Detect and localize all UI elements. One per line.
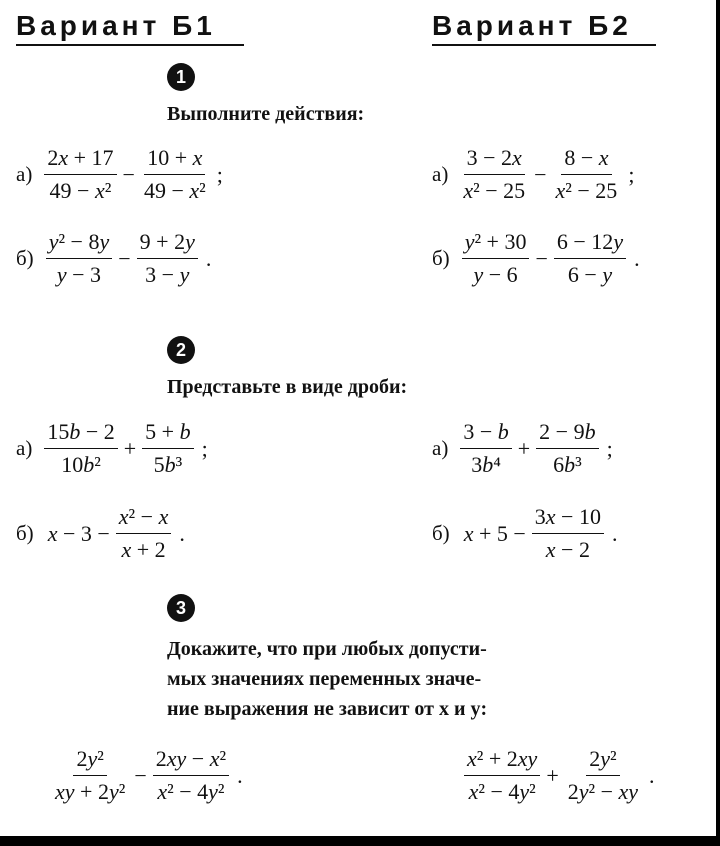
punctuation: . — [179, 520, 185, 546]
denominator: y − 3 — [56, 262, 102, 287]
fraction-2 — [553, 144, 621, 205]
numerator: 10 + x — [144, 144, 205, 175]
task-1a-variant-1 — [16, 144, 223, 205]
item-label: а) — [432, 436, 449, 460]
punctuation: ; — [201, 435, 208, 461]
item-label: б) — [16, 521, 34, 545]
numerator: y² − 8y — [46, 228, 113, 259]
task-2-number-badge: 2 — [167, 336, 195, 364]
operator: + — [517, 435, 531, 461]
task-1b-variant-2 — [432, 228, 640, 289]
fraction-1 — [52, 745, 128, 806]
item-label: а) — [16, 162, 33, 186]
denominator: 3b⁴ — [471, 452, 501, 477]
instruction-line: Докажите, что при любых допусти- — [167, 638, 487, 660]
task-2-instruction: Представьте в виде дроби: — [167, 376, 408, 398]
punctuation: . — [205, 245, 212, 271]
task-2b-variant-1 — [16, 503, 185, 564]
item-label: б) — [432, 521, 450, 545]
task-2a-variant-2 — [432, 418, 613, 479]
denominator: 2y² − xy — [567, 779, 639, 804]
instruction-line: ние выражения не зависит от x и y: — [167, 698, 488, 720]
numerator: 6 − 12y — [554, 228, 626, 259]
item-label: б) — [16, 246, 34, 270]
variant-b1-header: Вариант Б1 — [16, 10, 244, 46]
punctuation: ; — [628, 161, 635, 187]
denominator: x − 2 — [545, 537, 590, 562]
numerator: 9 + 2y — [137, 228, 198, 259]
fraction-1 — [44, 144, 116, 205]
expression-prefix: x + 5 − — [463, 520, 526, 546]
operator: − — [118, 245, 131, 271]
denominator: 6 − y — [567, 262, 613, 287]
numerator: 3x − 10 — [532, 503, 604, 534]
task-3-instruction — [167, 634, 487, 724]
expression-prefix: x − 3 − — [47, 520, 110, 546]
item-label: б) — [432, 246, 450, 270]
denominator: x + 2 — [121, 537, 166, 562]
fraction-2 — [565, 745, 641, 806]
variant-b2-header: Вариант Б2 — [432, 10, 656, 46]
task-2b-variant-2 — [432, 503, 617, 564]
task-1a-variant-2 — [432, 144, 634, 205]
punctuation: . — [611, 520, 618, 546]
task-3-variant-2 — [462, 745, 655, 806]
operator: + — [123, 435, 137, 461]
denominator: 49 − x² — [143, 178, 206, 203]
denominator: 49 − x² — [49, 178, 112, 203]
numerator: 2xy − x² — [153, 745, 229, 776]
numerator: 2x + 17 — [44, 144, 116, 175]
punctuation: . — [649, 762, 655, 788]
numerator: y² + 30 — [462, 228, 530, 259]
numerator: x² − x — [116, 503, 172, 534]
operator: + — [546, 762, 559, 788]
numerator: 15b − 2 — [44, 418, 117, 449]
fraction-1 — [460, 144, 528, 205]
denominator: x² − 25 — [555, 178, 618, 203]
denominator: 5b³ — [153, 452, 183, 477]
numerator: 8 − x — [561, 144, 611, 175]
fraction-1 — [464, 745, 540, 806]
fraction — [116, 503, 172, 564]
fraction-1 — [460, 418, 511, 479]
punctuation: . — [237, 762, 243, 788]
denominator: xy + 2y² — [55, 779, 126, 804]
numerator: 2y² — [73, 745, 106, 776]
numerator: 2 − 9b — [536, 418, 598, 449]
operator: − — [534, 161, 547, 187]
fraction-2 — [536, 418, 598, 479]
denominator: x² − 4y² — [157, 779, 225, 804]
numerator: 3 − 2x — [464, 144, 525, 175]
task-1b-variant-1 — [16, 228, 211, 289]
numerator: x² + 2xy — [464, 745, 540, 776]
fraction — [532, 503, 604, 564]
task-3-variant-1 — [50, 745, 243, 806]
numerator: 2y² — [586, 745, 619, 776]
fraction-1 — [44, 418, 117, 479]
punctuation: ; — [216, 161, 223, 187]
instruction-line: мых значениях переменных значе- — [167, 668, 482, 690]
item-label: а) — [432, 162, 449, 186]
fraction-2 — [137, 228, 198, 289]
punctuation: . — [634, 245, 640, 271]
punctuation: ; — [606, 435, 613, 461]
item-label: а) — [16, 436, 33, 460]
task-3-number-badge: 3 — [167, 594, 195, 622]
task-1-number-badge: 1 — [167, 63, 195, 91]
operator: − — [134, 762, 147, 788]
fraction-2 — [142, 418, 193, 479]
denominator: 6b³ — [553, 452, 582, 477]
operator: − — [122, 161, 135, 187]
fraction-1 — [46, 228, 113, 289]
fraction-2 — [153, 745, 229, 806]
task-2a-variant-1 — [16, 418, 208, 479]
operator: − — [535, 245, 548, 271]
denominator: x² − 25 — [463, 178, 526, 203]
numerator: 5 + b — [142, 418, 193, 449]
denominator: 10b² — [61, 452, 101, 477]
denominator: 3 − y — [145, 262, 190, 287]
fraction-2 — [141, 144, 209, 205]
denominator: y − 6 — [473, 262, 518, 287]
task-1-instruction: Выполните действия: — [167, 103, 365, 125]
numerator: 3 − b — [460, 418, 511, 449]
denominator: x² − 4y² — [468, 779, 536, 804]
fraction-2 — [554, 228, 626, 289]
fraction-1 — [462, 228, 530, 289]
